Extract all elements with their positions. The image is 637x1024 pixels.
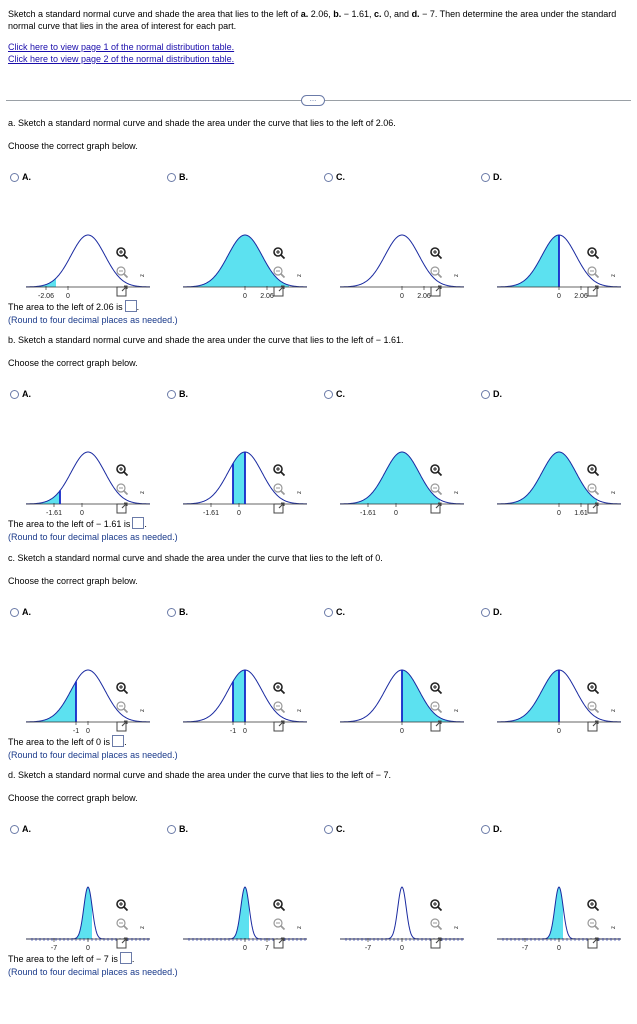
zoom-in-icon[interactable] — [429, 246, 443, 260]
normal-curve-graph — [183, 660, 307, 740]
tick-label: 0 — [243, 728, 247, 735]
density-curve — [340, 235, 464, 287]
radio-button[interactable] — [10, 173, 19, 182]
density-curve — [26, 670, 150, 722]
normal-curve-graph — [26, 442, 150, 522]
expand-icon[interactable] — [429, 936, 443, 950]
radio-button[interactable] — [481, 390, 490, 399]
tick-label: 0 — [237, 510, 241, 517]
expand-icon[interactable] — [272, 936, 286, 950]
answer-text: The area to the left of − 7 is — [8, 954, 118, 964]
expand-icon[interactable] — [272, 719, 286, 733]
answer-input[interactable] — [120, 952, 132, 964]
option-label: D. — [493, 607, 502, 617]
radio-button[interactable] — [324, 173, 333, 182]
zoom-out-icon[interactable] — [586, 265, 600, 279]
z-axis-label: z — [140, 709, 146, 712]
zoom-in-icon[interactable] — [429, 463, 443, 477]
period: . — [136, 302, 140, 312]
shaded-area — [497, 887, 563, 939]
option-label: D. — [493, 172, 502, 182]
rounding-hint: (Round to four decimal places as needed.) — [8, 750, 178, 760]
radio-button[interactable] — [324, 390, 333, 399]
zoom-out-icon[interactable] — [586, 482, 600, 496]
option-label: A. — [22, 389, 31, 399]
radio-button[interactable] — [10, 608, 19, 617]
option-label: C. — [336, 172, 345, 182]
normal-curve-graph — [183, 225, 307, 305]
z-axis-label: z — [454, 491, 460, 494]
tick-label: 1.61 — [574, 510, 588, 517]
tick-label: 0 — [557, 945, 561, 952]
zoom-in-icon[interactable] — [115, 463, 129, 477]
answer-text: The area to the left of 2.06 is — [8, 302, 123, 312]
normal-curve-graph — [26, 877, 150, 957]
expand-icon[interactable] — [115, 936, 129, 950]
zoom-in-icon[interactable] — [429, 681, 443, 695]
normal-curve-graph — [497, 877, 621, 957]
zoom-out-icon[interactable] — [429, 700, 443, 714]
density-curve — [26, 235, 150, 287]
answer-input[interactable] — [132, 517, 144, 529]
shaded-area — [183, 235, 289, 287]
z-axis-label: z — [454, 709, 460, 712]
expand-icon[interactable] — [115, 501, 129, 515]
answer-input[interactable] — [112, 735, 124, 747]
normal-curve-graph — [26, 225, 150, 305]
expand-icon[interactable] — [586, 284, 600, 298]
normal-curve-graph — [497, 225, 621, 305]
option-label: C. — [336, 607, 345, 617]
choose-prompt: Choose the correct graph below. — [8, 793, 138, 803]
question-3: d. Sketch a standard normal curve and shade the area under the curve that lies to the left of − 7. — [8, 770, 391, 780]
period: . — [131, 954, 135, 964]
z-axis-label: z — [297, 491, 303, 494]
tick-label: 0 — [400, 945, 404, 952]
normal-curve-graph — [183, 442, 307, 522]
zoom-out-icon[interactable] — [115, 700, 129, 714]
option-label: A. — [22, 607, 31, 617]
expand-icon[interactable] — [272, 284, 286, 298]
z-axis-label: z — [611, 926, 617, 929]
question-0: a. Sketch a standard normal curve and shade the area under the curve that lies to the left of 2.06. — [8, 118, 396, 128]
zoom-out-icon[interactable] — [586, 700, 600, 714]
radio-button[interactable] — [167, 608, 176, 617]
zoom-out-icon[interactable] — [272, 265, 286, 279]
z-axis-label: z — [297, 274, 303, 277]
z-axis-label: z — [611, 491, 617, 494]
answer-line — [8, 517, 147, 529]
z-axis-label: z — [611, 274, 617, 277]
question-2: c. Sketch a standard normal curve and shade the area under the curve that lies to the left of 0. — [8, 553, 383, 563]
radio-button[interactable] — [481, 825, 490, 834]
normal-curve-graph — [183, 877, 307, 957]
normal-curve-graph — [26, 660, 150, 740]
z-axis-label: z — [611, 709, 617, 712]
tick-label: -1 — [229, 728, 237, 735]
more-button[interactable]: … — [301, 95, 325, 106]
option-label: B. — [179, 607, 188, 617]
expand-icon[interactable] — [429, 719, 443, 733]
period: . — [124, 737, 127, 747]
shaded-area — [26, 682, 76, 723]
instructions: Sketch a standard normal curve and shade the area that lies to the left of a. 2.06, b. − 1.61, c. 0, and d. − 7. Then determine the area under the standard normal curve that lies in the area of interest for each part. — [8, 9, 617, 31]
tick-label: -1.61 — [203, 510, 219, 517]
rounding-hint: (Round to four decimal places as needed.) — [8, 315, 178, 325]
shaded-area — [497, 452, 597, 504]
normal-curve-graph — [340, 660, 464, 740]
tick-label: -7 — [364, 945, 372, 952]
zoom-in-icon[interactable] — [115, 681, 129, 695]
option-label: B. — [179, 389, 188, 399]
tick-label: 2.06 — [574, 293, 588, 300]
tick-label: -1.61 — [360, 510, 376, 517]
zoom-in-icon[interactable] — [272, 463, 286, 477]
tick-label: 0 — [86, 728, 90, 735]
table-page2-link[interactable]: Click here to view page 2 of the normal distribution table. — [8, 54, 235, 64]
tick-label: 0 — [66, 293, 70, 300]
density-curve — [340, 887, 464, 939]
radio-button[interactable] — [324, 608, 333, 617]
answer-line — [8, 735, 127, 747]
radio-button[interactable] — [481, 608, 490, 617]
answer-line — [8, 300, 139, 312]
zoom-in-icon[interactable] — [115, 898, 129, 912]
expand-icon[interactable] — [586, 936, 600, 950]
zoom-out-icon[interactable] — [429, 265, 443, 279]
period: . — [144, 519, 147, 529]
option-label: C. — [336, 824, 345, 834]
option-label: C. — [336, 389, 345, 399]
tick-label: 0 — [557, 728, 561, 735]
zoom-out-icon[interactable] — [272, 482, 286, 496]
zoom-out-icon[interactable] — [272, 917, 286, 931]
zoom-out-icon[interactable] — [115, 265, 129, 279]
tick-label: 0 — [80, 510, 84, 517]
radio-button[interactable] — [167, 825, 176, 834]
zoom-in-icon[interactable] — [272, 898, 286, 912]
answer-text: The area to the left of 0 is — [8, 737, 111, 747]
z-axis-label: z — [140, 926, 146, 929]
radio-button[interactable] — [167, 173, 176, 182]
zoom-out-icon[interactable] — [429, 482, 443, 496]
zoom-out-icon[interactable] — [272, 700, 286, 714]
tick-label: -1.61 — [46, 510, 62, 517]
z-axis-label: z — [454, 274, 460, 277]
radio-button[interactable] — [481, 173, 490, 182]
shaded-area — [340, 452, 440, 504]
option-label: B. — [179, 824, 188, 834]
answer-line — [8, 952, 134, 964]
zoom-out-icon[interactable] — [115, 482, 129, 496]
zoom-in-icon[interactable] — [115, 246, 129, 260]
z-axis-label: z — [454, 926, 460, 929]
normal-curve-graph — [340, 225, 464, 305]
normal-curve-graph — [340, 442, 464, 522]
zoom-in-icon[interactable] — [586, 246, 600, 260]
tick-label: -7 — [50, 945, 58, 952]
answer-text: The area to the left of − 1.61 is — [8, 519, 131, 529]
table-page1-link[interactable]: Click here to view page 1 of the normal distribution table. — [8, 42, 235, 52]
normal-curve-graph — [497, 442, 621, 522]
tick-label: -7 — [521, 945, 529, 952]
expand-icon[interactable] — [272, 501, 286, 515]
tick-label: 0 — [400, 728, 404, 735]
density-curve — [26, 452, 150, 504]
shaded-area — [183, 887, 249, 939]
z-axis-label: z — [297, 709, 303, 712]
expand-icon[interactable] — [429, 501, 443, 515]
tick-label: 2.06 — [260, 293, 274, 300]
expand-icon[interactable] — [586, 719, 600, 733]
zoom-out-icon[interactable] — [586, 917, 600, 931]
tick-label: 7 — [265, 945, 269, 952]
tick-label: 0 — [394, 510, 398, 517]
radio-button[interactable] — [10, 390, 19, 399]
zoom-out-icon[interactable] — [115, 917, 129, 931]
option-label: D. — [493, 824, 502, 834]
tick-label: 0 — [557, 510, 561, 517]
zoom-in-icon[interactable] — [586, 898, 600, 912]
choose-prompt: Choose the correct graph below. — [8, 141, 138, 151]
zoom-in-icon[interactable] — [429, 898, 443, 912]
tick-label: 0 — [557, 293, 561, 300]
radio-button[interactable] — [10, 825, 19, 834]
expand-icon[interactable] — [115, 719, 129, 733]
tick-label: 0 — [86, 945, 90, 952]
normal-curve-graph — [340, 877, 464, 957]
zoom-in-icon[interactable] — [272, 246, 286, 260]
normal-curve-graph — [497, 660, 621, 740]
radio-button[interactable] — [324, 825, 333, 834]
tick-label: 0 — [400, 293, 404, 300]
option-label: D. — [493, 389, 502, 399]
tick-label: 0 — [243, 293, 247, 300]
expand-icon[interactable] — [429, 284, 443, 298]
rounding-hint: (Round to four decimal places as needed.) — [8, 967, 178, 977]
zoom-in-icon[interactable] — [586, 681, 600, 695]
question-1: b. Sketch a standard normal curve and shade the area under the curve that lies to the left of − 1.61. — [8, 335, 404, 345]
answer-input[interactable] — [125, 300, 137, 312]
z-axis-label: z — [297, 926, 303, 929]
z-axis-label: z — [140, 274, 146, 277]
expand-icon[interactable] — [586, 501, 600, 515]
choose-prompt: Choose the correct graph below. — [8, 576, 138, 586]
tick-label: 0 — [243, 945, 247, 952]
choose-prompt: Choose the correct graph below. — [8, 358, 138, 368]
zoom-in-icon[interactable] — [586, 463, 600, 477]
zoom-in-icon[interactable] — [272, 681, 286, 695]
option-label: A. — [22, 824, 31, 834]
radio-button[interactable] — [167, 390, 176, 399]
rounding-hint: (Round to four decimal places as needed.) — [8, 532, 178, 542]
tick-label: 2.06 — [417, 293, 431, 300]
zoom-out-icon[interactable] — [429, 917, 443, 931]
tick-label: -1 — [72, 728, 80, 735]
shaded-area — [26, 887, 92, 939]
option-label: A. — [22, 172, 31, 182]
z-axis-label: z — [140, 491, 146, 494]
tick-label: -2.06 — [38, 293, 54, 300]
option-label: B. — [179, 172, 188, 182]
expand-icon[interactable] — [115, 284, 129, 298]
